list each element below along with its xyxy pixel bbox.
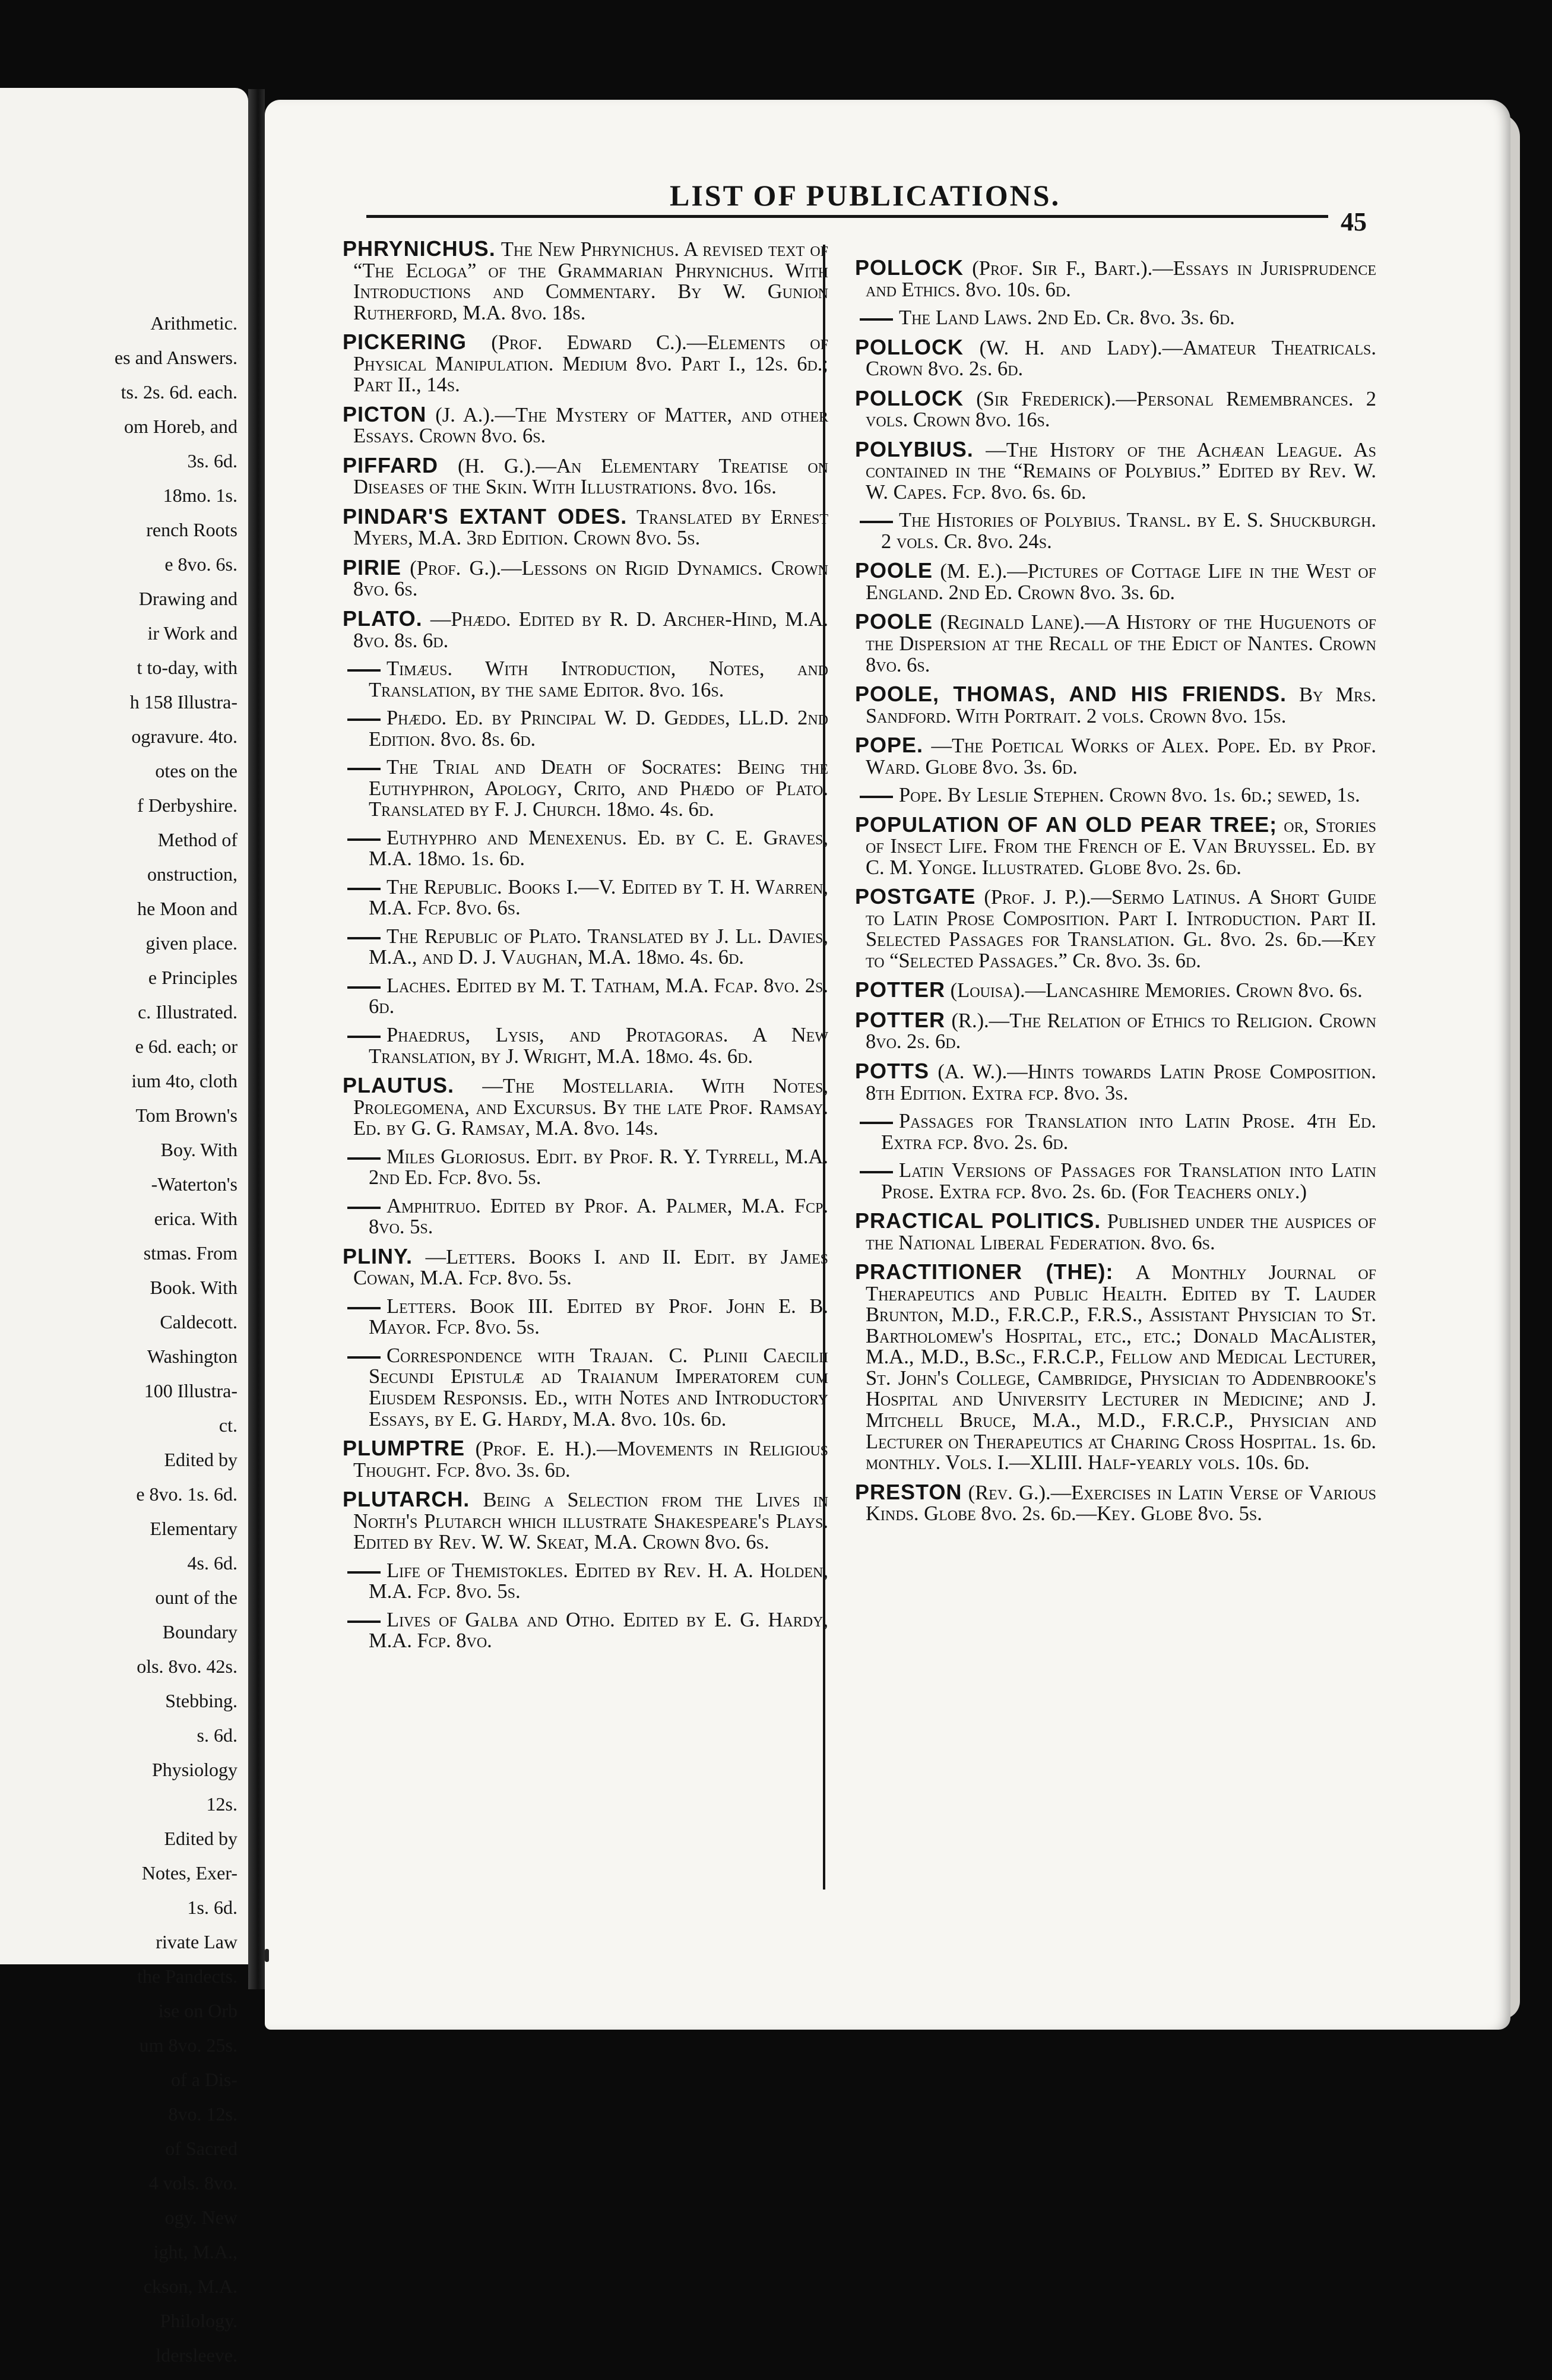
ditto-dash — [860, 1122, 893, 1124]
ditto-dash — [347, 888, 381, 890]
entry-heading: POOLE — [855, 609, 933, 634]
entry-text: By Mrs. Sandford. With Portrait. 2 vols. Crown 8vo. 15s. — [866, 683, 1377, 727]
left-page — [0, 88, 248, 2366]
entry-text: (Prof. E. H.).—Movements in Religious Thought. Fcp. 8vo. 3s. 6d. — [353, 1438, 829, 1482]
left-page-fragment: Physiology — [151, 1759, 237, 1780]
entry-text: (H. G.).—An Elementary Treatise on Diseases of the Skin. With Illustrations. 8vo. 16s. — [353, 454, 829, 499]
left-page-fragment: Caldecott. — [160, 1311, 237, 1333]
entry-heading: PIFFARD — [343, 452, 439, 477]
entry-heading: POLYBIUS. — [855, 436, 974, 461]
left-page-fragment: ogravure. 4to. — [131, 726, 237, 747]
left-page-fragment: Notes, Exer- — [141, 1862, 237, 1884]
catalogue-entry — [842, 814, 1376, 879]
entry-text: Published under the auspices of the National Liberal Federation. 8vo. 6s. — [866, 1210, 1376, 1254]
entry-text: Pope. By Leslie Stephen. Crown 8vo. 1s. 6d.; sewed, 1s. — [899, 784, 1360, 807]
entry-heading: POOLE — [855, 558, 933, 583]
entry-heading: POLLOCK — [855, 385, 964, 410]
page-title: LIST OF PUBLICATIONS. — [670, 179, 1061, 212]
catalogue-entry — [330, 757, 828, 821]
catalogue-entry — [330, 505, 828, 549]
left-page-fragment: rivate Law — [156, 1931, 237, 1952]
ditto-dash — [347, 719, 381, 721]
right-column — [842, 257, 1376, 1532]
entry-text: —The History of the Achæan League. As contained in the “Remains of Polybius.” Edited by Rev. W. W. Capes. Fcp. 8vo. 6s. 6d. — [866, 438, 1376, 504]
left-page-fragment: ct. — [218, 1414, 237, 1436]
catalogue-entry — [330, 403, 828, 447]
left-page-fragment: om Horeb, and — [123, 416, 237, 437]
catalogue-entry — [842, 979, 1376, 1002]
catalogue-entry — [330, 926, 828, 969]
catalogue-entry — [842, 510, 1376, 552]
left-page-fragment: ogy. New — [164, 2207, 237, 2228]
entry-text: The Trial and Death of Socrates: Being the Euthyphron, Apology, Crito, and Phædo of Plato. Translated by F. J. Church. 18mo. 4s. 6d. — [369, 756, 828, 821]
ditto-dash — [860, 796, 893, 798]
left-page-fragment: Edited by — [164, 1449, 237, 1470]
catalogue-entry — [330, 1437, 828, 1481]
catalogue-entry — [842, 1009, 1376, 1053]
catalogue-entry — [330, 1296, 828, 1338]
catalogue-entry — [330, 1488, 828, 1553]
entry-text: (A. W.).—Hints towards Latin Prose Composition. 8th Edition. Extra fcp. 8vo. 3s. — [866, 1061, 1376, 1104]
left-page-fragment: 4 vols. 8vo. — [148, 2172, 237, 2194]
left-page-fragment: -Waterton's — [151, 1173, 237, 1195]
left-page-fragment: otes on the — [155, 760, 237, 781]
left-page-fragment: 4s. 6d. — [187, 1552, 237, 1574]
left-page-fragment: ight, M.A., — [153, 2241, 237, 2262]
left-page-fragment: ount of the — [155, 1587, 237, 1608]
catalogue-entry — [842, 1060, 1376, 1104]
left-page-fragment: Boy. With — [160, 1139, 237, 1160]
left-page-fragment: ckson, M.A. — [143, 2275, 237, 2297]
entry-heading: POTTER — [855, 1007, 946, 1032]
entry-text: (Prof. Edward C.).—Elements of Physical Manipulation. Medium 8vo. Part I., 12s. 6d.; Part II., 14s. — [353, 331, 828, 397]
left-page-fragment: rench Roots — [146, 519, 237, 540]
ditto-dash — [347, 1571, 381, 1574]
catalogue-entry — [330, 1147, 828, 1189]
entry-text: (W. H. and Lady).—Amateur Theatricals. Crown 8vo. 2s. 6d. — [866, 336, 1376, 381]
ditto-dash — [347, 1621, 381, 1623]
catalogue-entry — [842, 683, 1376, 727]
ditto-dash — [347, 768, 381, 770]
entry-text: Lives of Galba and Otho. Edited by E. G. Hardy, M.A. Fcp. 8vo. — [369, 1608, 828, 1653]
entry-heading: PINDAR'S EXTANT ODES. — [343, 504, 628, 528]
left-page-fragment: t to-day, with — [137, 657, 237, 678]
catalogue-entry — [842, 438, 1376, 504]
left-page-fragment: of a Dis- — [171, 2069, 237, 2090]
entry-text: The Land Laws. 2nd Ed. Cr. 8vo. 3s. 6d. — [899, 306, 1235, 330]
left-page-fragment: e 8vo. 6s. — [164, 553, 237, 575]
catalogue-entry — [842, 885, 1376, 971]
left-page-fragment: e 8vo. 1s. 6d. — [136, 1483, 237, 1505]
entry-text: Phædo. Ed. by Principal W. D. Geddes, LL.D. 2nd Edition. 8vo. 8s. 6d. — [369, 707, 828, 751]
left-page-fragment: 18mo. 1s. — [163, 485, 237, 506]
entry-heading: POPE. — [855, 733, 924, 758]
catalogue-entry — [842, 559, 1376, 603]
entry-heading: POLLOCK — [855, 255, 964, 280]
left-page-fragment: stmas. From — [143, 1242, 237, 1264]
left-page-fragment: of Sacred — [165, 2138, 237, 2159]
catalogue-entry — [330, 454, 828, 498]
entry-heading: PRACTITIONER (THE): — [855, 1259, 1114, 1284]
entry-heading: PLUMPTRE — [343, 1436, 465, 1461]
left-page-fragment: ldersleeve. — [156, 2344, 237, 2366]
entry-text: The New Phrynichus. A revised text of “The Ecloga” of the Grammarian Phrynichus. With Introductions and Commentary. By W. Gunion Rutherford, M.A. 8vo. 18s. — [353, 238, 828, 324]
entry-text: Euthyphro and Menexenus. Ed. by C. E. Graves, M.A. 18mo. 1s. 6d. — [369, 826, 828, 871]
entry-heading: PICKERING — [343, 330, 467, 355]
catalogue-entry — [330, 1610, 828, 1652]
entry-text: —Phædo. Edited by R. D. Archer-Hind, M.A. 8vo. 8s. 6d. — [353, 607, 828, 652]
middle-column — [330, 238, 828, 1659]
left-page-fragment: onstruction, — [147, 863, 237, 885]
entry-heading: PRACTICAL POLITICS. — [855, 1208, 1101, 1233]
catalogue-entry — [842, 336, 1376, 380]
left-page-fragment: Tom Brown's — [135, 1104, 237, 1126]
entry-text: Amphitruo. Edited by Prof. A. Palmer, M.A. Fcp. 8vo. 5s. — [369, 1194, 828, 1239]
catalogue-entry — [842, 308, 1376, 329]
catalogue-entry — [330, 1025, 828, 1067]
ditto-dash — [347, 838, 381, 841]
entry-text: The Republic. Books I.—V. Edited by T. H. Warren, M.A. Fcp. 8vo. 6s. — [369, 875, 828, 920]
entry-text: (Rev. G.).—Exercises in Latin Verse of Various Kinds. Globe 8vo. 2s. 6d.—Key. Globe 8vo. 5s. — [866, 1481, 1376, 1526]
entry-text: or, Stories of Insect Life. From the French of E. Van Bruyssel. Ed. by C. M. Yonge. Illustrated. Globe 8vo. 2s. 6d. — [866, 814, 1377, 879]
catalogue-entry — [330, 1074, 828, 1140]
ditto-dash — [860, 521, 893, 523]
catalogue-entry — [330, 331, 828, 396]
entry-text: (Prof. Sir F., Bart.).—Essays in Jurisprudence and Ethics. 8vo. 10s. 6d. — [866, 257, 1376, 301]
entry-text: Phaedrus, Lysis, and Protagoras. A New Translation, by J. Wright, M.A. 18mo. 4s. 6d. — [369, 1024, 828, 1068]
ditto-dash — [347, 1157, 381, 1160]
catalogue-entry — [330, 1245, 828, 1289]
entry-text: —The Poetical Works of Alex. Pope. Ed. by Prof. Ward. Globe 8vo. 3s. 6d. — [866, 735, 1376, 778]
scan-speck — [265, 1949, 269, 1962]
entry-text: Correspondence with Trajan. C. Plinii Caecilii Secundi Epistulæ ad Traianum Imperatorem cum Eiusdem Responsis. Ed., with Notes and Introductory Essays, by E. G. Hardy, M.A. 8vo. 10s. 6d. — [369, 1344, 828, 1430]
left-page-fragment: ols. 8vo. 42s. — [137, 1656, 237, 1677]
entry-heading: POTTS — [855, 1059, 930, 1083]
left-page-fragment: c. Illustrated. — [138, 1001, 237, 1023]
left-page-fragment: Elementary — [150, 1518, 237, 1539]
ditto-dash — [347, 1307, 381, 1309]
catalogue-entry — [842, 1160, 1376, 1202]
left-page-fragment: erica. With — [154, 1208, 237, 1229]
entry-text: (Louisa).—Lancashire Memories. Crown 8vo. 6s. — [950, 979, 1363, 1002]
catalogue-entry — [330, 1196, 828, 1238]
catalogue-entry — [842, 1481, 1376, 1525]
entry-text: (Sir Frederick).—Personal Remembrances. 2 vols. Crown 8vo. 16s. — [866, 387, 1377, 432]
entry-heading: POTTER — [855, 977, 946, 1002]
entry-text: (Prof. G.).—Lessons on Rigid Dynamics. Crown 8vo. 6s. — [353, 556, 828, 601]
left-page-fragment: ir Work and — [147, 622, 237, 644]
catalogue-entry — [330, 607, 828, 651]
entry-text: (R.).—The Relation of Ethics to Religion. Crown 8vo. 2s. 6d. — [866, 1009, 1376, 1053]
entry-heading: POSTGATE — [855, 884, 976, 909]
left-page-fragment: Boundary — [162, 1621, 237, 1642]
entry-heading: PICTON — [343, 401, 427, 426]
page-number: 45 — [1341, 207, 1367, 236]
catalogue-entry — [330, 238, 828, 324]
entry-text: Passages for Translation into Latin Prose. 4th Ed. Extra fcp. 8vo. 2s. 6d. — [881, 1110, 1376, 1154]
entry-heading: POOLE, THOMAS, AND HIS FRIENDS. — [855, 682, 1287, 707]
entry-text: Letters. Book III. Edited by Prof. John E. B. Mayor. Fcp. 8vo. 5s. — [369, 1295, 828, 1339]
left-page-fragment: Drawing and — [138, 588, 237, 609]
left-page-fragment: ium 4to, cloth — [131, 1070, 237, 1091]
book-gutter — [248, 89, 265, 1989]
entry-heading: PRESTON — [855, 1479, 962, 1504]
left-page-fragment: Philology. — [160, 2310, 237, 2331]
header-rule — [366, 215, 1328, 218]
catalogue-entry — [842, 1111, 1376, 1153]
left-page-fragment: 3s. 6d. — [187, 450, 237, 471]
ditto-dash — [347, 1036, 381, 1038]
left-page-fragment: ise on Orb — [158, 2000, 237, 2021]
catalogue-entry — [330, 877, 828, 919]
left-page-fragment: e Principles — [148, 967, 237, 988]
catalogue-entry — [330, 556, 828, 600]
entry-text: Translated by Ernest Myers, M.A. 3rd Edition. Crown 8vo. 5s. — [353, 505, 829, 550]
left-page-fragment: f Derbyshire. — [137, 795, 237, 816]
entry-text: Miles Gloriosus. Edit. by Prof. R. Y. Tyrrell, M.A. 2nd Ed. Fcp. 8vo. 5s. — [369, 1145, 828, 1189]
entry-heading: PHRYNICHUS. — [343, 236, 496, 261]
left-page-fragment: Stebbing. — [165, 1690, 237, 1711]
left-page-fragment: Book. With — [150, 1277, 237, 1298]
ditto-dash — [860, 1171, 893, 1173]
left-page-fragment: Method of — [157, 829, 237, 850]
left-page-fragment: ts. 2s. 6d. each. — [121, 381, 237, 403]
left-page-fragment: given place. — [145, 932, 237, 954]
ditto-dash — [347, 1207, 381, 1209]
entry-text: Laches. Edited by M. T. Tatham, M.A. Fcap. 8vo. 2s. 6d. — [369, 974, 828, 1018]
entry-text: Life of Themistokles. Edited by Rev. H. A. Holden, M.A. Fcp. 8vo. 5s. — [369, 1559, 828, 1603]
entry-text: (M. E.).—Pictures of Cottage Life in the West of England. 2nd Ed. Crown 8vo. 3s. 6d. — [866, 560, 1377, 604]
left-page-fragment: he Moon and — [137, 898, 237, 919]
left-page-fragment: s. 6d. — [197, 1724, 237, 1746]
entry-heading: PLATO. — [343, 606, 423, 631]
entry-text: (Reginald Lane).—A History of the Huguenots of the Dispersion at the Recall of the Edict of Nantes. Crown 8vo. 6s. — [866, 611, 1377, 676]
catalogue-entry — [330, 976, 828, 1018]
entry-text: The Republic of Plato. Translated by J. Ll. Davies, M.A., and D. J. Vaughan, M.A. 18mo. 4s. 6d. — [369, 925, 828, 969]
catalogue-entry — [330, 1561, 828, 1603]
ditto-dash — [347, 669, 381, 672]
catalogue-entry — [842, 257, 1376, 300]
entry-heading: PLUTARCH. — [343, 1487, 470, 1512]
entry-heading: PLINY. — [343, 1243, 413, 1268]
catalogue-entry — [842, 610, 1376, 676]
entry-text: Being a Selection from the Lives in North's Plutarch which illustrate Shakespeare's Plays. Edited by Rev. W. W. Skeat, M.A. Crown 8vo. 6s. — [353, 1489, 829, 1554]
catalogue-entry — [842, 1210, 1376, 1254]
catalogue-entry — [842, 1261, 1376, 1473]
entry-text: A Monthly Journal of Therapeutics and Public Health. Edited by T. Lauder Brunton, M.D., F.R.C.P., F.R.S., Assistant Physician to St. Bartholomew's Hospital, etc., etc.; Donald MacAlister, M.A., M.D., B.Sc., F.R.C.P., Fellow and Medical Lecturer, St. John's College, Cambridge, Physician to Addenbrooke's Hospital and University Lecturer in Medicine; and J. Mitchell Bruce, M.A., M.D., F.R.C.P., Physician and Lecturer on Therapeutics at Charing Cross Hospital. 1s. 6d. monthly. Vols. I.—XLIII. Half-yearly vols. 10s. 6d. — [866, 1261, 1376, 1474]
catalogue-entry — [330, 1346, 828, 1430]
left-page-fragment: 8vo. 12s. — [168, 2103, 237, 2125]
entry-text: (Prof. J. P.).—Sermo Latinus. A Short Guide to Latin Prose Composition. Part I. Introduction. Part II. Selected Passages for Translation. Gl. 8vo. 2s. 6d.—Key to “Selected Passages.” Cr. 8vo. 3s. 6d. — [866, 886, 1377, 972]
entry-text: —Letters. Books I. and II. Edit. by James Cowan, M.A. Fcp. 8vo. 5s. — [353, 1245, 828, 1290]
entry-heading: POPULATION OF AN OLD PEAR TREE; — [855, 812, 1278, 837]
ditto-dash — [347, 1356, 381, 1359]
entry-text: Timæus. With Introduction, Notes, and Translation, by the same Editor. 8vo. 16s. — [369, 657, 828, 701]
catalogue-entry — [330, 828, 828, 870]
catalogue-entry — [842, 785, 1376, 806]
catalogue-entry — [330, 708, 828, 750]
ditto-dash — [860, 318, 893, 321]
left-page-fragment: Edited by — [164, 1828, 237, 1849]
left-page-fragment: 12s. — [206, 1793, 237, 1815]
entry-text: Latin Versions of Passages for Translation into Latin Prose. Extra fcp. 8vo. 2s. 6d. (For Teachers only.) — [881, 1159, 1376, 1203]
left-page-fragment: Washington — [147, 1346, 237, 1367]
left-page-fragment: e 6d. each; or — [135, 1036, 237, 1057]
entry-heading: PIRIE — [343, 555, 402, 580]
catalogue-entry — [842, 734, 1376, 778]
left-page-fragment: the Pandects. — [137, 1966, 237, 1987]
left-page-fragment: 100 Illustra- — [144, 1380, 237, 1401]
catalogue-entry — [842, 387, 1376, 431]
catalogue-entry — [330, 659, 828, 701]
left-page-fragment: 1s. 6d. — [187, 1897, 237, 1918]
entry-heading: POLLOCK — [855, 334, 964, 359]
left-page-fragment: h 158 Illustra- — [129, 691, 237, 713]
left-page-column — [0, 314, 237, 2380]
entry-text: The Histories of Polybius. Transl. by E. S. Shuckburgh. 2 vols. Cr. 8vo. 24s. — [881, 509, 1376, 553]
left-page-fragment: Arithmetic. — [150, 312, 237, 334]
entry-text: —The Mostellaria. With Notes, Prolegomena, and Excursus. By the late Prof. Ramsay. Ed. by G. G. Ramsay, M.A. 8vo. 14s. — [353, 1075, 828, 1140]
left-page-fragment: es and Answers. — [114, 347, 237, 368]
entry-heading: PLAUTUS. — [343, 1073, 454, 1098]
left-page-fragment: um 8vo. 25s. — [139, 2034, 237, 2056]
ditto-dash — [347, 937, 381, 939]
entry-text: (J. A.).—The Mystery of Matter, and other Essays. Crown 8vo. 6s. — [353, 403, 828, 448]
ditto-dash — [347, 986, 381, 989]
